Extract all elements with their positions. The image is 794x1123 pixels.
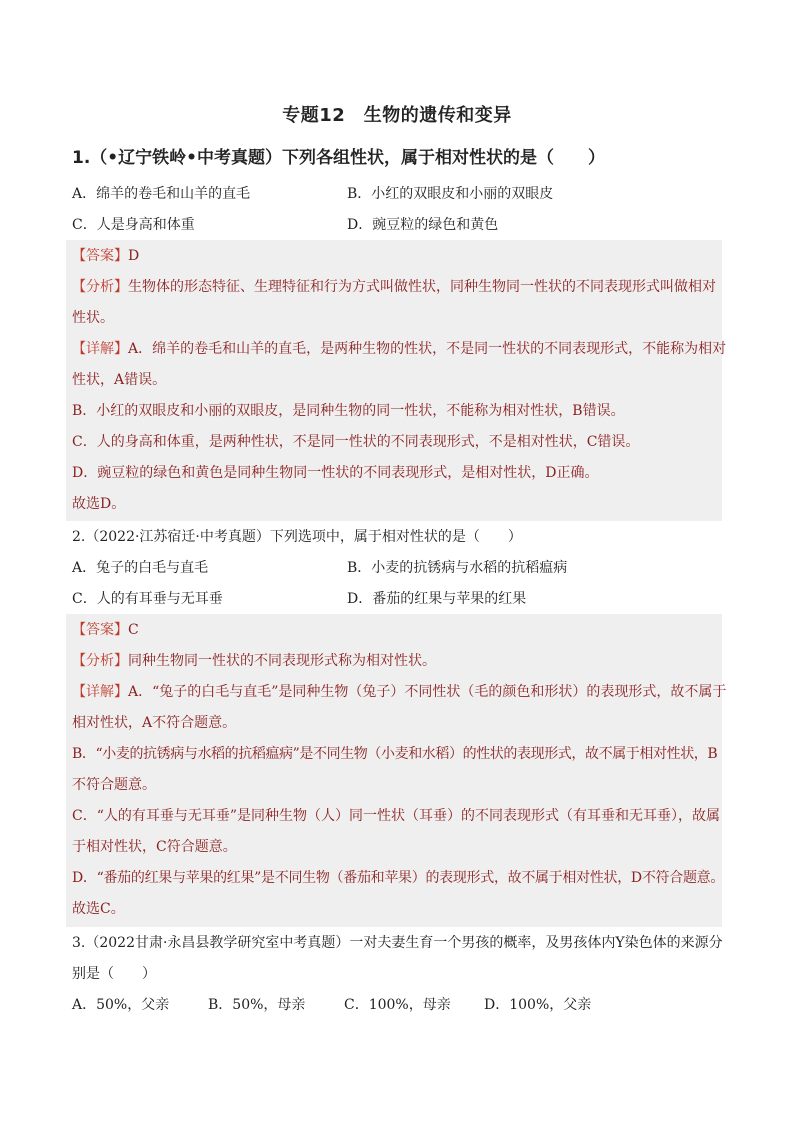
q2-conclusion: 故选C。: [72, 901, 125, 917]
q3-option-d: D．100%，父亲: [484, 997, 592, 1013]
q2-answer-line: [72, 620, 139, 640]
q2-option-a: A．兔子的白毛与直毛: [72, 560, 209, 576]
q3-option-a: A．50%，父亲: [72, 997, 170, 1013]
q1-detail-1: A．绵羊的卷毛和山羊的直毛，是两种生物的性状，不是同一性状的不同表现形式，不能称为相对: [128, 341, 727, 357]
q2-detail-line: [72, 682, 726, 702]
q2-detail-tag: 【详解】: [72, 684, 128, 700]
q2-analysis-1: 同种生物同一性状的不同表现形式称为相对性状。: [128, 653, 436, 669]
page-title: 专题12 生物的遗传和变异: [282, 105, 512, 126]
q1-detail-3: B．小红的双眼皮和小丽的双眼皮，是同种生物的同一性状，不能称为相对性状，B错误。: [72, 403, 625, 419]
q2-solution-block: [66, 614, 727, 927]
question-1-stem: 1.（•辽宁铁岭•中考真题）下列各组性状，属于相对性状的是（ ）: [72, 148, 606, 168]
q1-option-b: B．小红的双眼皮和小丽的双眼皮: [347, 186, 554, 202]
q1-conclusion: 故选D。: [72, 496, 126, 512]
q1-answer-line: [72, 246, 139, 266]
question-3-stem-2: 别是（ ）: [72, 966, 156, 982]
q2-detail-3: B．“小麦的抗锈病与水稻的抗稻瘟病”是不同生物（小麦和水稻）的性状的表现形式，故不属于相对性状，B: [72, 746, 718, 762]
q3-option-b: B．50%，母亲: [208, 997, 306, 1013]
q2-detail-6: 于相对性状，C符合题意。: [72, 839, 237, 855]
q2-answer-tag: 【答案】: [72, 622, 128, 638]
q1-answer: D: [128, 248, 140, 264]
q1-option-c: C．人是身高和体重: [72, 217, 195, 233]
q2-answer: C: [128, 622, 139, 638]
q1-analysis-2: 性状。: [72, 310, 114, 326]
question-3-stem-1: 3.（2022甘肃·永昌县教学研究室中考真题）一对夫妻生育一个男孩的概率，及男孩体内Y染色体的来源分: [72, 935, 723, 951]
q1-detail-line: [72, 339, 726, 359]
q2-analysis-line: [72, 651, 436, 671]
q2-analysis-tag: 【分析】: [72, 653, 128, 669]
q1-detail-4: C．人的身高和体重，是两种性状，不是同一性状的不同表现形式，不是相对性状，C错误。: [72, 434, 640, 450]
q1-detail-5: D．豌豆粒的绿色和黄色是同种生物同一性状的不同表现形式，是相对性状，D正确。: [72, 465, 599, 481]
q2-option-c: C．人的有耳垂与无耳垂: [72, 591, 223, 607]
q2-option-d: D．番茄的红果与苹果的红果: [347, 591, 527, 607]
q1-analysis-1: 生物体的形态特征、生理特征和行为方式叫做性状，同种生物同一性状的不同表现形式叫做相对: [128, 279, 716, 295]
q1-solution-block: [66, 240, 727, 521]
q1-answer-tag: 【答案】: [72, 248, 128, 264]
q2-detail-1: A．“兔子的白毛与直毛”是同种生物（兔子）不同性状（毛的颜色和形状）的表现形式，故不属于: [128, 684, 727, 700]
q1-option-d: D．豌豆粒的绿色和黄色: [347, 217, 499, 233]
q2-detail-2: 相对性状，A不符合题意。: [72, 715, 237, 731]
q2-detail-4: 不符合题意。: [72, 777, 156, 793]
q3-option-c: C．100%，母亲: [344, 997, 451, 1013]
q1-detail-tag: 【详解】: [72, 341, 128, 357]
q1-option-a: A．绵羊的卷毛和山羊的直毛: [72, 186, 251, 202]
q1-analysis-line: [72, 277, 716, 297]
q1-analysis-tag: 【分析】: [72, 279, 128, 295]
question-2-stem: 2.（2022·江苏宿迁·中考真题）下列选项中，属于相对性状的是（ ）: [72, 529, 522, 545]
q2-detail-7: D．“番茄的红果与苹果的红果”是不同生物（番茄和苹果）的表现形式，故不属于相对性状，D不符合题意。: [72, 870, 725, 886]
q2-option-b: B．小麦的抗锈病与水稻的抗稻瘟病: [347, 560, 568, 576]
q1-detail-2: 性状，A错误。: [72, 372, 167, 388]
q2-detail-5: C．“人的有耳垂与无耳垂”是同种生物（人）同一性状（耳垂）的不同表现形式（有耳垂和无耳垂），故属: [72, 808, 721, 824]
